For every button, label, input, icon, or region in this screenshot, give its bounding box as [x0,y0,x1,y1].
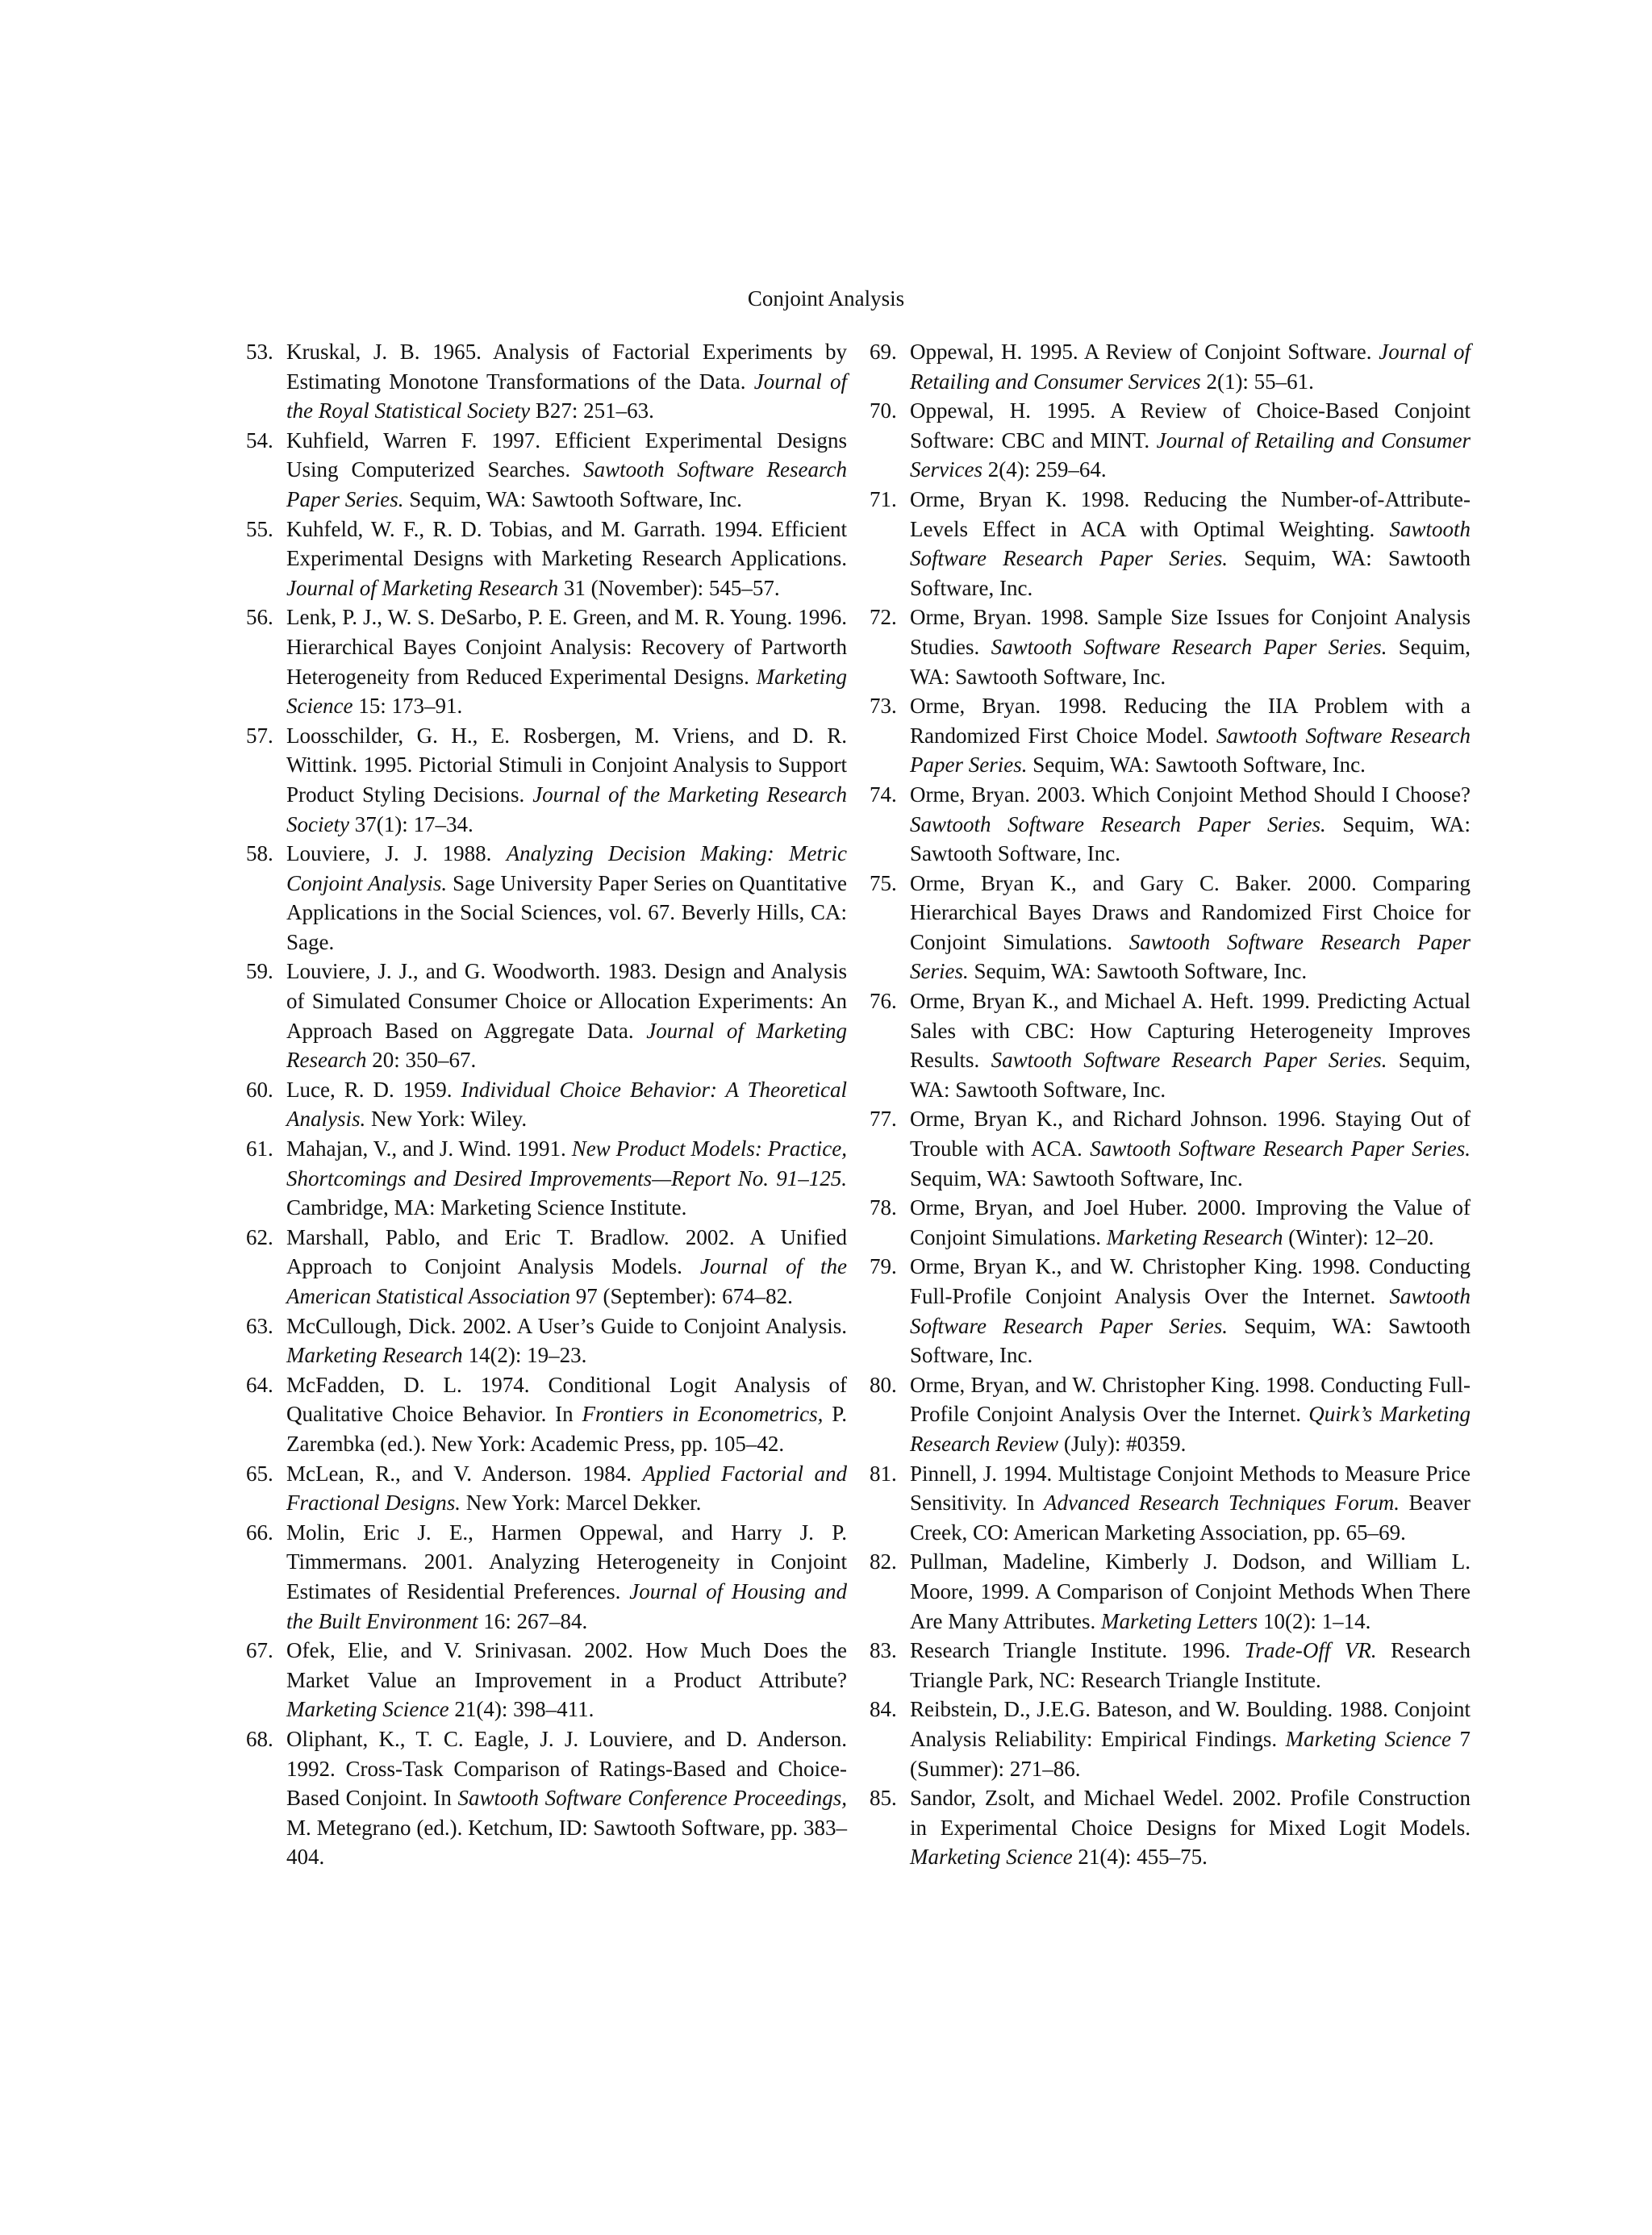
reference-number: 84. [870,1697,897,1722]
reference-text: McCullough, Dick. 2002. A User’s Guide to Conjoint Analysis. [286,1313,847,1338]
reference-source-title: Sawtooth Software Research Paper Series. [910,1284,1471,1338]
reference-number: 55. [246,516,273,541]
reference-entry [246,426,847,515]
reference-source-title: Marketing Letters [1100,1608,1258,1633]
reference-number: 76. [870,989,897,1014]
reference-text: Beaver Creek, CO: American Marketing Association, pp. 65–69. [910,1491,1471,1545]
running-head: Conjoint Analysis [747,286,905,311]
reference-number: 69. [870,340,897,364]
reference-source-title: Sawtooth Software Research Paper Series. [910,723,1471,778]
reference-text: Sequim, WA: Sawtooth Software, Inc. [910,1165,1243,1190]
reference-source-title: Journal of Housing and the Built Environment [286,1578,847,1633]
reference-text: Kuhfield, Warren F. 1997. Efficient Experimental Designs Using Computerized Searches. [286,427,847,482]
reference-source-title: New Product Models: Practice, Shortcomings and Desired Improvements—Report No. 91–125. [286,1136,847,1190]
reference-entry [246,1223,847,1311]
reference-number: 53. [246,340,273,364]
reference-text: Sequim, WA: Sawtooth Software, Inc. [1027,753,1366,778]
reference-text: 16: 267–84. [478,1608,588,1633]
reference-entry [246,1075,847,1134]
reference-text: New York: Wiley. [365,1107,528,1132]
reference-text: Sequim, WA: Sawtooth Software, Inc. [403,486,742,511]
reference-entry [870,1104,1471,1193]
reference-source-title: Journal of the American Statistical Association [286,1254,847,1308]
reference-text: Orme, Bryan, and W. Christopher King. 1998. Conducting Full-Profile Conjoint Analysis Over the Internet. [910,1372,1471,1427]
reference-number: 73. [870,694,897,719]
reference-entry [870,1459,1471,1548]
reference-text: Research Triangle Park, NC: Research Triangle Institute. [910,1638,1471,1692]
reference-text: 2(4): 259–64. [982,457,1107,482]
reference-source-title: Analyzing Decision Making: Metric Conjoint Analysis. [286,841,847,895]
reference-text: Lenk, P. J., W. S. DeSarbo, P. E. Green, and M. R. Young. 1996. Hierarchical Bayes Conjoint Analysis: Recovery of Partworth Heterogeneity from Reduced Experimental Designs. [286,605,847,689]
reference-number: 75. [870,870,897,895]
reference-text: Molin, Eric J. E., Harmen Oppewal, and Harry J. P. Timmermans. 2001. Analyzing Heterogeneity in Conjoint Estimates of Residential Preferences. [286,1520,847,1603]
reference-text: Orme, Bryan, and Joel Huber. 2000. Improving the Value of Conjoint Simulations. [910,1195,1471,1249]
reference-source-title: Quirk’s Marketing Research Review [910,1402,1471,1456]
reference-entry [246,1459,847,1518]
reference-text: Orme, Bryan. 2003. Which Conjoint Method Should I Choose? [910,782,1471,807]
reference-text: 14(2): 19–23. [462,1343,587,1368]
reference-entry [246,957,847,1074]
reference-number: 62. [246,1224,273,1249]
reference-text: Cambridge, MA: Marketing Science Institute. [286,1195,687,1220]
reference-text: 21(4): 398–411. [448,1697,594,1722]
reference-number: 67. [246,1638,273,1663]
reference-number: 82. [870,1549,897,1574]
reference-text: Orme, Bryan K., and Richard Johnson. 1996. Staying Out of Trouble with ACA. [910,1107,1471,1161]
reference-text: Louviere, J. J., and G. Woodworth. 1983. Design and Analysis of Simulated Consumer Choice or Allocation Experiments: An Approach Based on Aggregate Data. [286,959,847,1043]
reference-source-title: Marketing Research [1106,1224,1283,1249]
reference-text: Ofek, Elie, and V. Srinivasan. 2002. How Much Does the Market Value an Improvement in a Product Attribute? [286,1638,847,1692]
reference-text: Mahajan, V., and J. Wind. 1991. [286,1136,572,1161]
reference-text: (Winter): 12–20. [1283,1224,1434,1249]
reference-text: Pullman, Madeline, Kimberly J. Dodson, and William L. Moore, 1999. A Comparison of Conjoint Methods When There Are Many Attributes. [910,1549,1471,1633]
reference-text: Orme, Bryan K., and W. Christopher King. 1998. Conducting Full-Profile Conjoint Analysis Over the Internet. [910,1254,1471,1308]
reference-text: 10(2): 1–14. [1258,1608,1371,1633]
reference-source-title: Journal of Retailing and Consumer Services [910,340,1471,394]
reference-source-title: Journal of the Marketing Research Society [286,782,848,836]
reference-number: 59. [246,959,273,984]
reference-text: Orme, Bryan K., and Michael A. Heft. 1999. Predicting Actual Sales with CBC: How Capturing Heterogeneity Improves Results. [910,989,1471,1073]
reference-number: 83. [870,1638,897,1663]
reference-text: Sequim, WA: Sawtooth Software, Inc. [910,634,1471,689]
reference-text: Reibstein, D., J.E.G. Bateson, and W. Boulding. 1988. Conjoint Analysis Reliability: Empirical Findings. [910,1697,1471,1751]
reference-column-right [870,337,1471,1872]
reference-text: Sequim, WA: Sawtooth Software, Inc. [910,546,1471,600]
reference-entry [870,485,1471,603]
reference-text: 37(1): 17–34. [348,811,473,836]
reference-source-title: Sawtooth Software Conference Proceedings, [457,1786,847,1811]
reference-number: 85. [870,1786,897,1811]
reference-number: 80. [870,1372,897,1397]
reference-text: Sequim, WA: Sawtooth Software, Inc. [910,811,1471,866]
reference-source-title: Applied Factorial and Fractional Designs. [286,1461,847,1516]
reference-column-left [246,337,847,1872]
reference-source-title: Sawtooth Software Research Paper Series. [991,634,1387,659]
reference-source-title: Marketing Science [286,1697,449,1722]
reference-entry [870,396,1471,485]
reference-number: 64. [246,1372,273,1397]
reference-number: 77. [870,1107,897,1132]
reference-text: 7 (Summer): 271–86. [910,1726,1471,1781]
reference-text: Orme, Bryan K., and Gary C. Baker. 2000. Comparing Hierarchical Bayes Draws and Randomized First Choice for Conjoint Simulations. [910,870,1471,954]
reference-entry [870,986,1471,1104]
reference-text: 2(1): 55–61. [1200,369,1314,394]
reference-source-title: Sawtooth Software Research Paper Series. [910,929,1471,984]
reference-text: Loosschilder, G. H., E. Rosbergen, M. Vriens, and D. R. Wittink. 1995. Pictorial Stimuli in Conjoint Analysis to Support Product Styling Decisions. [286,723,847,807]
reference-number: 57. [246,723,273,748]
reference-text: Kruskal, J. B. 1965. Analysis of Factorial Experiments by Estimating Monotone Transformations of the Data. [286,340,847,394]
reference-source-title: Sawtooth Software Research Paper Series. [1090,1136,1471,1161]
reference-entry [870,337,1471,396]
reference-number: 74. [870,782,897,807]
reference-entry [870,1193,1471,1252]
reference-source-title: Sawtooth Software Research Paper Series. [991,1048,1387,1073]
reference-entry [246,1370,847,1459]
reference-text: 15: 173–91. [353,694,463,719]
reference-source-title: Marketing Science [286,664,847,719]
reference-entry [246,839,847,957]
reference-text: McFadden, D. L. 1974. Conditional Logit Analysis of Qualitative Choice Behavior. In [286,1372,847,1427]
reference-number: 56. [246,605,273,630]
reference-source-title: Trade-Off VR. [1244,1638,1377,1663]
reference-number: 58. [246,841,273,866]
reference-entry [870,1783,1471,1872]
reference-text: Sage University Paper Series on Quantitative Applications in the Social Sciences, vol. 67. Beverly Hills, CA: Sage. [286,870,847,954]
reference-number: 54. [246,427,273,452]
reference-text: Sequim, WA: Sawtooth Software, Inc. [968,959,1308,984]
reference-entry [246,515,847,603]
reference-text: Research Triangle Institute. 1996. [910,1638,1245,1663]
reference-source-title: Journal of Retailing and Consumer Services [910,427,1471,482]
reference-text: P. Zarembka (ed.). New York: Academic Press, pp. 105–42. [286,1402,847,1456]
reference-number: 65. [246,1461,273,1486]
reference-source-title: Marketing Research [286,1343,463,1368]
reference-number: 61. [246,1136,273,1161]
reference-source-title: Marketing Science [1285,1726,1452,1751]
reference-text: B27: 251–63. [530,398,654,423]
reference-text: Luce, R. D. 1959. [286,1077,461,1102]
reference-text: Sandor, Zsolt, and Michael Wedel. 2002. Profile Construction in Experimental Choice Designs for Mixed Logit Models. [910,1786,1471,1840]
reference-entry [870,603,1471,691]
reference-source-title: Frontiers in Econometrics, [582,1402,824,1427]
reference-entry [870,780,1471,869]
reference-source-title: Advanced Research Techniques Forum. [1043,1491,1400,1516]
reference-entry [246,1518,847,1636]
reference-text: Sequim, WA: Sawtooth Software, Inc. [910,1048,1471,1102]
reference-entry [246,1636,847,1724]
reference-text: McLean, R., and V. Anderson. 1984. [286,1461,643,1486]
reference-number: 72. [870,605,897,630]
reference-entry [870,691,1471,780]
reference-number: 63. [246,1313,273,1338]
reference-text: Pinnell, J. 1994. Multistage Conjoint Methods to Measure Price Sensitivity. In [910,1461,1471,1516]
reference-source-title: Sawtooth Software Research Paper Series. [910,516,1471,571]
reference-source-title: Journal of Marketing Research [286,1018,847,1073]
reference-entry [870,869,1471,986]
reference-text: (July): #0359. [1058,1431,1187,1456]
reference-entry [870,1370,1471,1459]
reference-number: 78. [870,1195,897,1220]
reference-number: 70. [870,398,897,423]
reference-entry [246,337,847,426]
reference-entry [246,603,847,720]
reference-entry [246,721,847,839]
reference-source-title: Individual Choice Behavior: A Theoretical Analysis. [286,1077,847,1132]
reference-text: 21(4): 455–75. [1072,1845,1208,1870]
reference-text: Orme, Bryan. 1998. Reducing the IIA Problem with a Randomized First Choice Model. [910,694,1471,748]
reference-source-title: Journal of Marketing Research [286,575,559,600]
reference-number: 71. [870,486,897,511]
reference-text: Louviere, J. J. 1988. [286,841,507,866]
reference-entry [870,1695,1471,1783]
reference-number: 81. [870,1461,897,1486]
reference-text: Marshall, Pablo, and Eric T. Bradlow. 2002. A Unified Approach to Conjoint Analysis Models. [286,1224,847,1279]
reference-number: 79. [870,1254,897,1279]
reference-entry [246,1311,847,1370]
reference-source-title: Sawtooth Software Research Paper Series. [910,811,1326,836]
reference-text: Oppewal, H. 1995. A Review of Conjoint Software. [910,340,1379,364]
reference-text: Kuhfeld, W. F., R. D. Tobias, and M. Garrath. 1994. Efficient Experimental Designs with Marketing Research Applications. [286,516,847,571]
reference-text: 20: 350–67. [366,1048,477,1073]
reference-source-title: Marketing Science [910,1845,1073,1870]
reference-text: New York: Marcel Dekker. [461,1491,702,1516]
reference-text: 31 (November): 545–57. [558,575,780,600]
reference-number: 66. [246,1520,273,1545]
reference-entry [870,1636,1471,1695]
reference-text: M. Metegrano (ed.). Ketchum, ID: Sawtooth Software, pp. 383–404. [286,1815,847,1870]
reference-number: 60. [246,1077,273,1102]
reference-entry [246,1134,847,1223]
reference-number: 68. [246,1726,273,1751]
reference-text: 97 (September): 674–82. [569,1284,793,1308]
reference-text: Sequim, WA: Sawtooth Software, Inc. [910,1313,1471,1368]
reference-text: Orme, Bryan. 1998. Sample Size Issues for Conjoint Analysis Studies. [910,605,1471,659]
reference-entry [870,1252,1471,1370]
reference-text: Orme, Bryan K. 1998. Reducing the Number-of-Attribute-Levels Effect in ACA with Optimal Weighting. [910,486,1471,541]
reference-source-title: Journal of the Royal Statistical Society [286,369,848,423]
reference-entry [246,1724,847,1872]
reference-text: Oliphant, K., T. C. Eagle, J. J. Louviere, and D. Anderson. 1992. Cross-Task Comparison of Ratings-Based and Choice-Based Conjoint. In [286,1726,847,1811]
reference-text: Oppewal, H. 1995. A Review of Choice-Based Conjoint Software: CBC and MINT. [910,398,1471,452]
reference-source-title: Sawtooth Software Research Paper Series. [286,457,847,511]
reference-entry [870,1547,1471,1636]
